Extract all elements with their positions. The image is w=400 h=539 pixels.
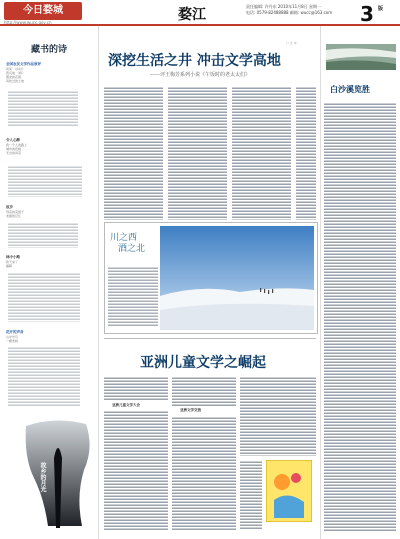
toc-line: 西瓜地 《桥》 <box>6 71 25 75</box>
waterfall-photo <box>326 44 396 70</box>
text-block <box>8 165 82 197</box>
article-body-col-1 <box>104 86 163 220</box>
section-title: 婺江 <box>178 7 206 23</box>
article2-title: 亚洲儿童文学之崛起 <box>140 355 266 371</box>
article-body-col-4 <box>296 86 316 220</box>
page-label: 版 <box>378 6 384 12</box>
toc-line: 秋天来了 <box>6 260 19 264</box>
toc-line: 母亲的菜园子 <box>6 210 25 214</box>
header-meta <box>246 4 346 16</box>
page-number: 3 <box>360 2 374 26</box>
silhouette-image <box>24 418 94 530</box>
photo-article-title-1: 川之西 <box>110 233 138 243</box>
toc-heading: 令人心醉 <box>6 138 20 142</box>
childrens-book-cover <box>266 460 312 522</box>
toc-line: 老屋的记忆 <box>6 214 22 218</box>
article2-body-col-1b <box>104 410 168 530</box>
toc-line: 我一个人的路上 <box>6 143 28 147</box>
text-block <box>8 346 80 406</box>
article2-body-col-2a <box>172 376 236 406</box>
article2-subhead-1: 亚洲儿童文学大会 <box>112 403 140 407</box>
right-column-body <box>324 102 396 532</box>
header-meta-line2: 电话: 0579-82488888 邮箱: wucc@163.com <box>246 10 333 15</box>
article-title: 深挖生活之井 冲击文学高地 <box>108 53 281 69</box>
article-body-col-2 <box>168 86 227 220</box>
text-block <box>8 222 78 248</box>
article2-body-col-2b <box>172 416 236 530</box>
right-column-divider <box>320 26 321 539</box>
header-meta-line1: 责任编辑: 许丹东 2010年11月8日 星期一 <box>246 4 321 9</box>
article-subtitle: ——评王梅芳系列小说《午饭时的老太太们》 <box>150 72 251 78</box>
article2-body-col-1a <box>104 376 168 400</box>
toc-heading: 故乡 <box>6 205 13 209</box>
left-column-title: 藏书的诗 <box>30 45 67 55</box>
toc-line: 无言的风景 <box>6 151 22 155</box>
snow-landscape-photo <box>160 226 314 330</box>
toc-line: 山中岁月 <box>6 335 19 339</box>
toc-line: 一棵老树 <box>6 339 19 343</box>
toc-block-2 <box>6 138 92 155</box>
toc-line: 朋友的花园 <box>6 75 22 79</box>
article-tag: □ 文 本 <box>286 41 297 45</box>
article2-divider <box>104 338 316 339</box>
toc-line: 霜降 <box>6 264 13 268</box>
brand-logo: 今日婺城 <box>4 2 82 20</box>
toc-line: 何某 《乡村》 <box>6 67 25 71</box>
brand-url: http://www.wucc.gov.cn <box>4 20 52 25</box>
text-block <box>8 272 80 322</box>
photo-article-body <box>108 266 158 326</box>
toc-heading: 花开的声音 <box>6 330 24 334</box>
toc-line: 城市的夜晚 <box>6 147 22 151</box>
toc-block-1 <box>6 62 92 83</box>
toc-block-4 <box>6 255 92 268</box>
toc-block-3 <box>6 205 92 218</box>
toc-heading: 林中小路 <box>6 255 20 259</box>
silhouette-caption: 故乡的月光 <box>39 462 46 492</box>
article-body-col-3 <box>232 86 291 220</box>
text-block <box>8 90 78 126</box>
toc-block-5 <box>6 330 92 343</box>
article2-subhead-2: 亚洲文学交流 <box>180 408 201 412</box>
article2-body-col-3a <box>240 376 316 456</box>
right-column-title: 白沙溪览胜 <box>330 84 370 94</box>
photo-article-title-2: 酒之北 <box>118 244 146 254</box>
toc-heading: 全国农民文学作品展评 <box>6 62 41 66</box>
article2-body-col-3b <box>240 460 262 530</box>
toc-line: 风吹过的土地 <box>6 79 25 83</box>
